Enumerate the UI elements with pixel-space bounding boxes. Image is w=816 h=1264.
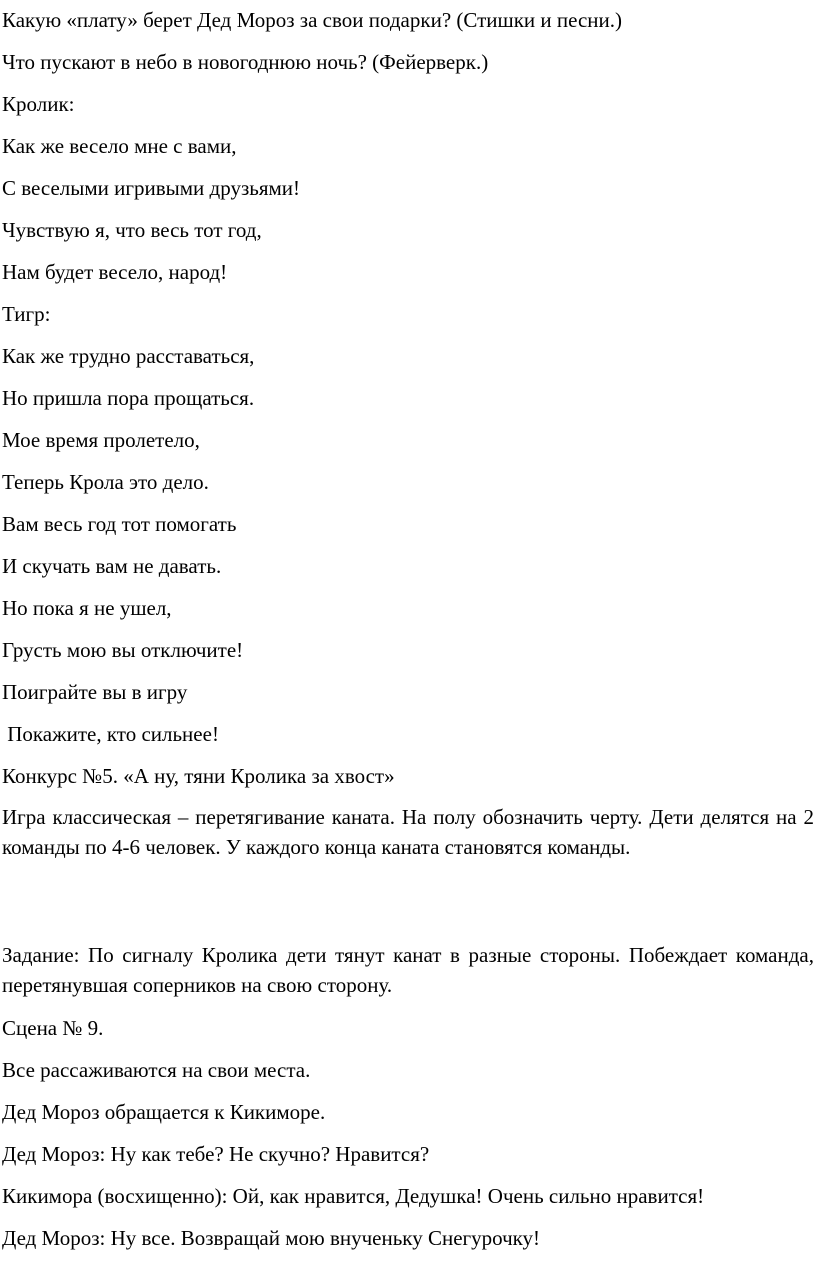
dialogue-line-2: Кикимора (восхищенно): Ой, как нравится, Дедушка! Очень сильно нравится! (2, 1184, 705, 1208)
game-description-paragraph: Игра классическая – перетягивание каната. На полу обозначить черту. Дети делятся на 2 команды по 4-6 человек. У каждого конца каната становятся команды. (2, 805, 814, 859)
text-line-2: Что пускают в небо в новогоднюю ночь? (Фейерверк.) (2, 50, 489, 74)
dialogue-line-1: Дед Мороз: Ну как тебе? Не скучно? Нравится? (2, 1142, 430, 1166)
text-line-9: Как же трудно расставаться, (2, 344, 255, 368)
contest-heading: Конкурс №5. «А ну, тяни Кролика за хвост» (2, 764, 395, 788)
text-line-13: Вам весь год тот помогать (2, 512, 237, 536)
stage-direction-2: Дед Мороз обращается к Кикиморе. (2, 1100, 326, 1124)
speaker-tiger: Тигр: (2, 302, 51, 326)
text-line-12: Теперь Крола это дело. (2, 470, 209, 494)
text-line-18: Покажите, кто сильнее! (2, 722, 219, 746)
text-line-16: Грусть мою вы отключите! (2, 638, 244, 662)
text-line-5: С веселыми игривыми друзьями! (2, 176, 301, 200)
text-line-10: Но пришла пора прощаться. (2, 386, 255, 410)
text-line-4: Как же весело мне с вами, (2, 134, 237, 158)
stage-direction-1: Все рассаживаются на свои места. (2, 1058, 311, 1082)
text-line-1: Какую «плату» берет Дед Мороз за свои подарки? (Стишки и песни.) (2, 8, 623, 32)
text-line-11: Мое время пролетело, (2, 428, 200, 452)
text-line-15: Но пока я не ушел, (2, 596, 172, 620)
text-line-17: Поиграйте вы в игру (2, 680, 188, 704)
text-line-6: Чувствую я, что весь тот год, (2, 218, 262, 242)
dialogue-line-3: Дед Мороз: Ну все. Возвращай мою внученьку Снегурочку! (2, 1226, 541, 1250)
task-paragraph: Задание: По сигналу Кролика дети тянут канат в разные стороны. Побеждает команда, перетянувшая соперников на свою сторону. (2, 943, 814, 997)
text-line-14: И скучать вам не давать. (2, 554, 222, 578)
text-line-7: Нам будет весело, народ! (2, 260, 228, 284)
speaker-rabbit: Кролик: (2, 92, 75, 116)
scene-heading: Сцена № 9. (2, 1016, 104, 1040)
